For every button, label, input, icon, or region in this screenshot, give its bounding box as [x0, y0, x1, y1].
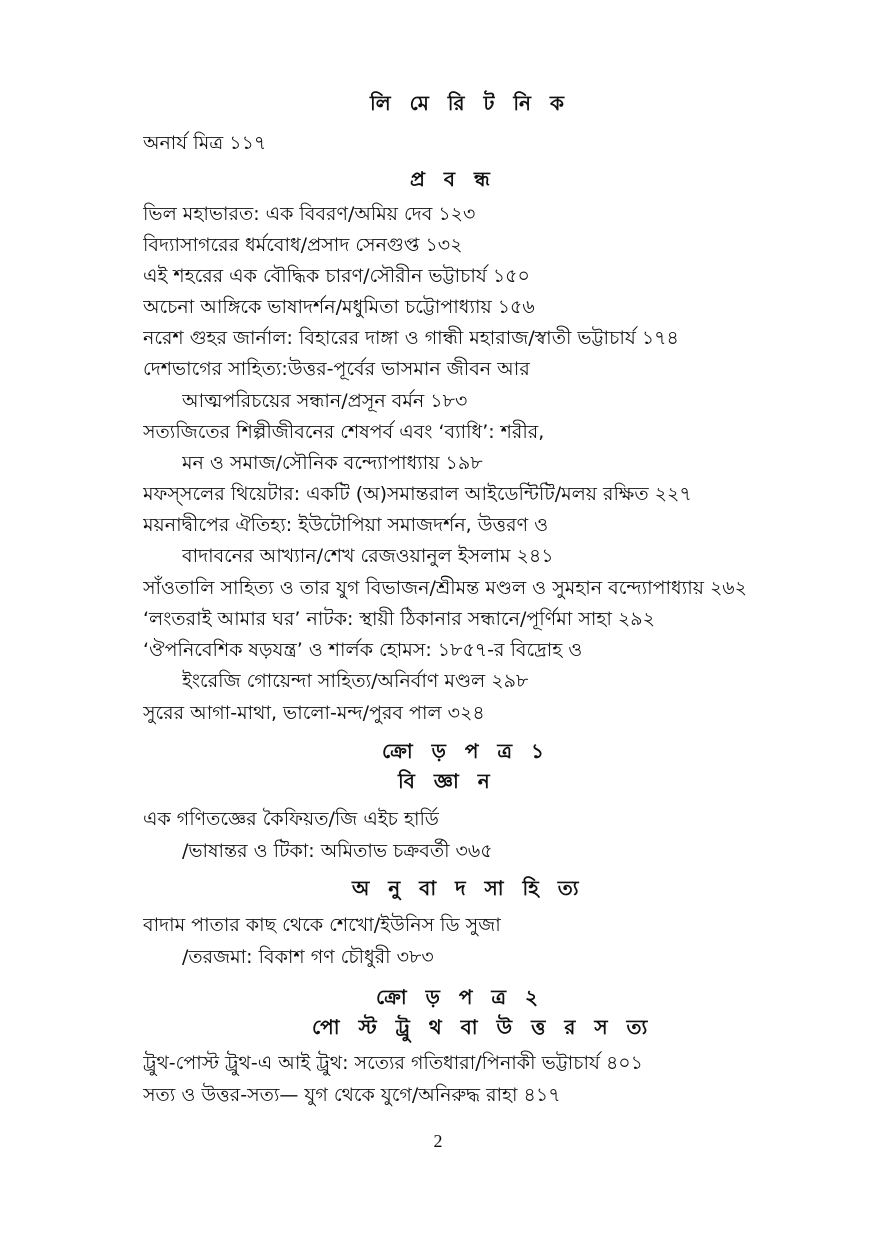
heading-essays: প্র ব ন্ধ — [410, 167, 496, 191]
page-number: 2 — [433, 1131, 443, 1151]
entry-essay-7-cont: মন ও সমাজ/সৌনিক বন্দ্যোপাধ্যায় ১৯৮ — [182, 452, 483, 474]
entry-science-1: এক গণিতজ্ঞের কৈফিয়ত/জি এইচ হার্ডি — [143, 808, 439, 830]
entry-science-1-cont: /ভাষান্তর ও টিকা: অমিতাভ চক্রবর্তী ৩৬৫ — [182, 840, 493, 862]
entry-post-truth-1: ট্রুথ-পোস্ট ট্রুথ-এ আই ট্রুথ: সত্যের গতিধারা/পিনাকী ভট্টাচার্য ৪০১ — [143, 1052, 643, 1074]
entry-essay-13: সুরের আগা-মাথা, ভালো-মন্দ/পুরব পাল ৩২৪ — [143, 702, 485, 724]
entry-essay-7: সত্যজিতের শিল্পীজীবনের শেষপর্ব এবং ‘ব্যাধি’: শরীর, — [143, 421, 545, 443]
entry-essay-12-cont: ইংরেজি গোয়েন্দা সাহিত্য/অনির্বাণ মণ্ডল ২৯৮ — [182, 670, 529, 692]
entry-limerick-1: অনার্য মিত্র ১১৭ — [143, 132, 267, 154]
entry-essay-9-cont: বাদাবনের আখ্যান/শেখ রেজওয়ানুল ইসলাম ২৪১ — [182, 545, 554, 567]
entry-essay-8: মফস্‌সলের থিয়েটার: একটি (অ)সমান্তরাল আইডেন্টিটি/মলয় রক্ষিত ২২৭ — [143, 483, 692, 505]
entry-translation-1-cont: /তরজমা: বিকাশ গণ চৌধুরী ৩৮৩ — [182, 946, 434, 968]
entry-essay-6: দেশভাগের সাহিত্য:উত্তর-পূর্বের ভাসমান জীবন আর — [143, 358, 530, 380]
entry-post-truth-2: সত্য ও উত্তর-সত্য— যুগ থেকে যুগে/অনিরুদ্ধ রাহা ৪১৭ — [143, 1084, 561, 1106]
entry-essay-10: সাঁওতালি সাহিত্য ও তার যুগ বিভাজন/শ্রীমন্ত মণ্ডল ও সুমহান বন্দ্যোপাধ্যায় ২৬২ — [143, 577, 748, 599]
entry-essay-3: এই শহরের এক বৌদ্ধিক চারণ/সৌরীন ভট্টাচার্য ১৫০ — [143, 265, 530, 287]
subheading-science: বি জ্ঞা ন — [398, 769, 496, 793]
entry-essay-11: ‘লংতরাই আমার ঘর’ নাটক: স্থায়ী ঠিকানার সন্ধানে/পূর্ণিমা সাহা ২৯২ — [143, 608, 655, 630]
heading-supplement-1: ক্রো ড় প ত্র ১ — [382, 739, 551, 763]
entry-essay-4: অচেনা আঙ্গিকে ভাষাদর্শন/মধুমিতা চট্টোপাধ্যায় ১৫৬ — [143, 296, 535, 318]
entry-essay-12: ‘ঔপনিবেশিক ষড়যন্ত্র’ ও শার্লক হোমস: ১৮৫৭-র বিদ্রোহ ও — [143, 639, 583, 661]
subheading-post-truth: পো স্ট ট্রু থ বা উ ত্ত র স ত্য — [312, 1015, 654, 1039]
heading-limerick: লি মে রি ট নি ক — [370, 91, 570, 115]
entry-translation-1: বাদাম পাতার কাছ থেকে শেখো/ইউনিস ডি সুজা — [143, 914, 501, 936]
entry-essay-2: বিদ্যাসাগরের ধর্মবোধ/প্রসাদ সেনগুপ্ত ১৩২ — [143, 234, 463, 256]
entry-essay-1: ভিল মহাভারত: এক বিবরণ/অমিয় দেব ১২৩ — [143, 203, 476, 225]
entry-essay-9: ময়নাদ্বীপের ঐতিহ্য: ইউটোপিয়া সমাজদর্শন, উত্তরণ ও — [143, 514, 549, 536]
heading-translation: অ নু বা দ সা হি ত্য — [352, 876, 585, 900]
entry-essay-6-cont: আত্মপরিচয়ের সন্ধান/প্রসূন বর্মন ১৮৩ — [182, 390, 468, 412]
heading-supplement-2: ক্রো ড় প ত্র ২ — [376, 985, 545, 1009]
entry-essay-5: নরেশ গুহর জার্নাল: বিহারের দাঙ্গা ও গান্ধী মহারাজ/স্বাতী ভট্টাচার্য ১৭৪ — [143, 327, 679, 349]
